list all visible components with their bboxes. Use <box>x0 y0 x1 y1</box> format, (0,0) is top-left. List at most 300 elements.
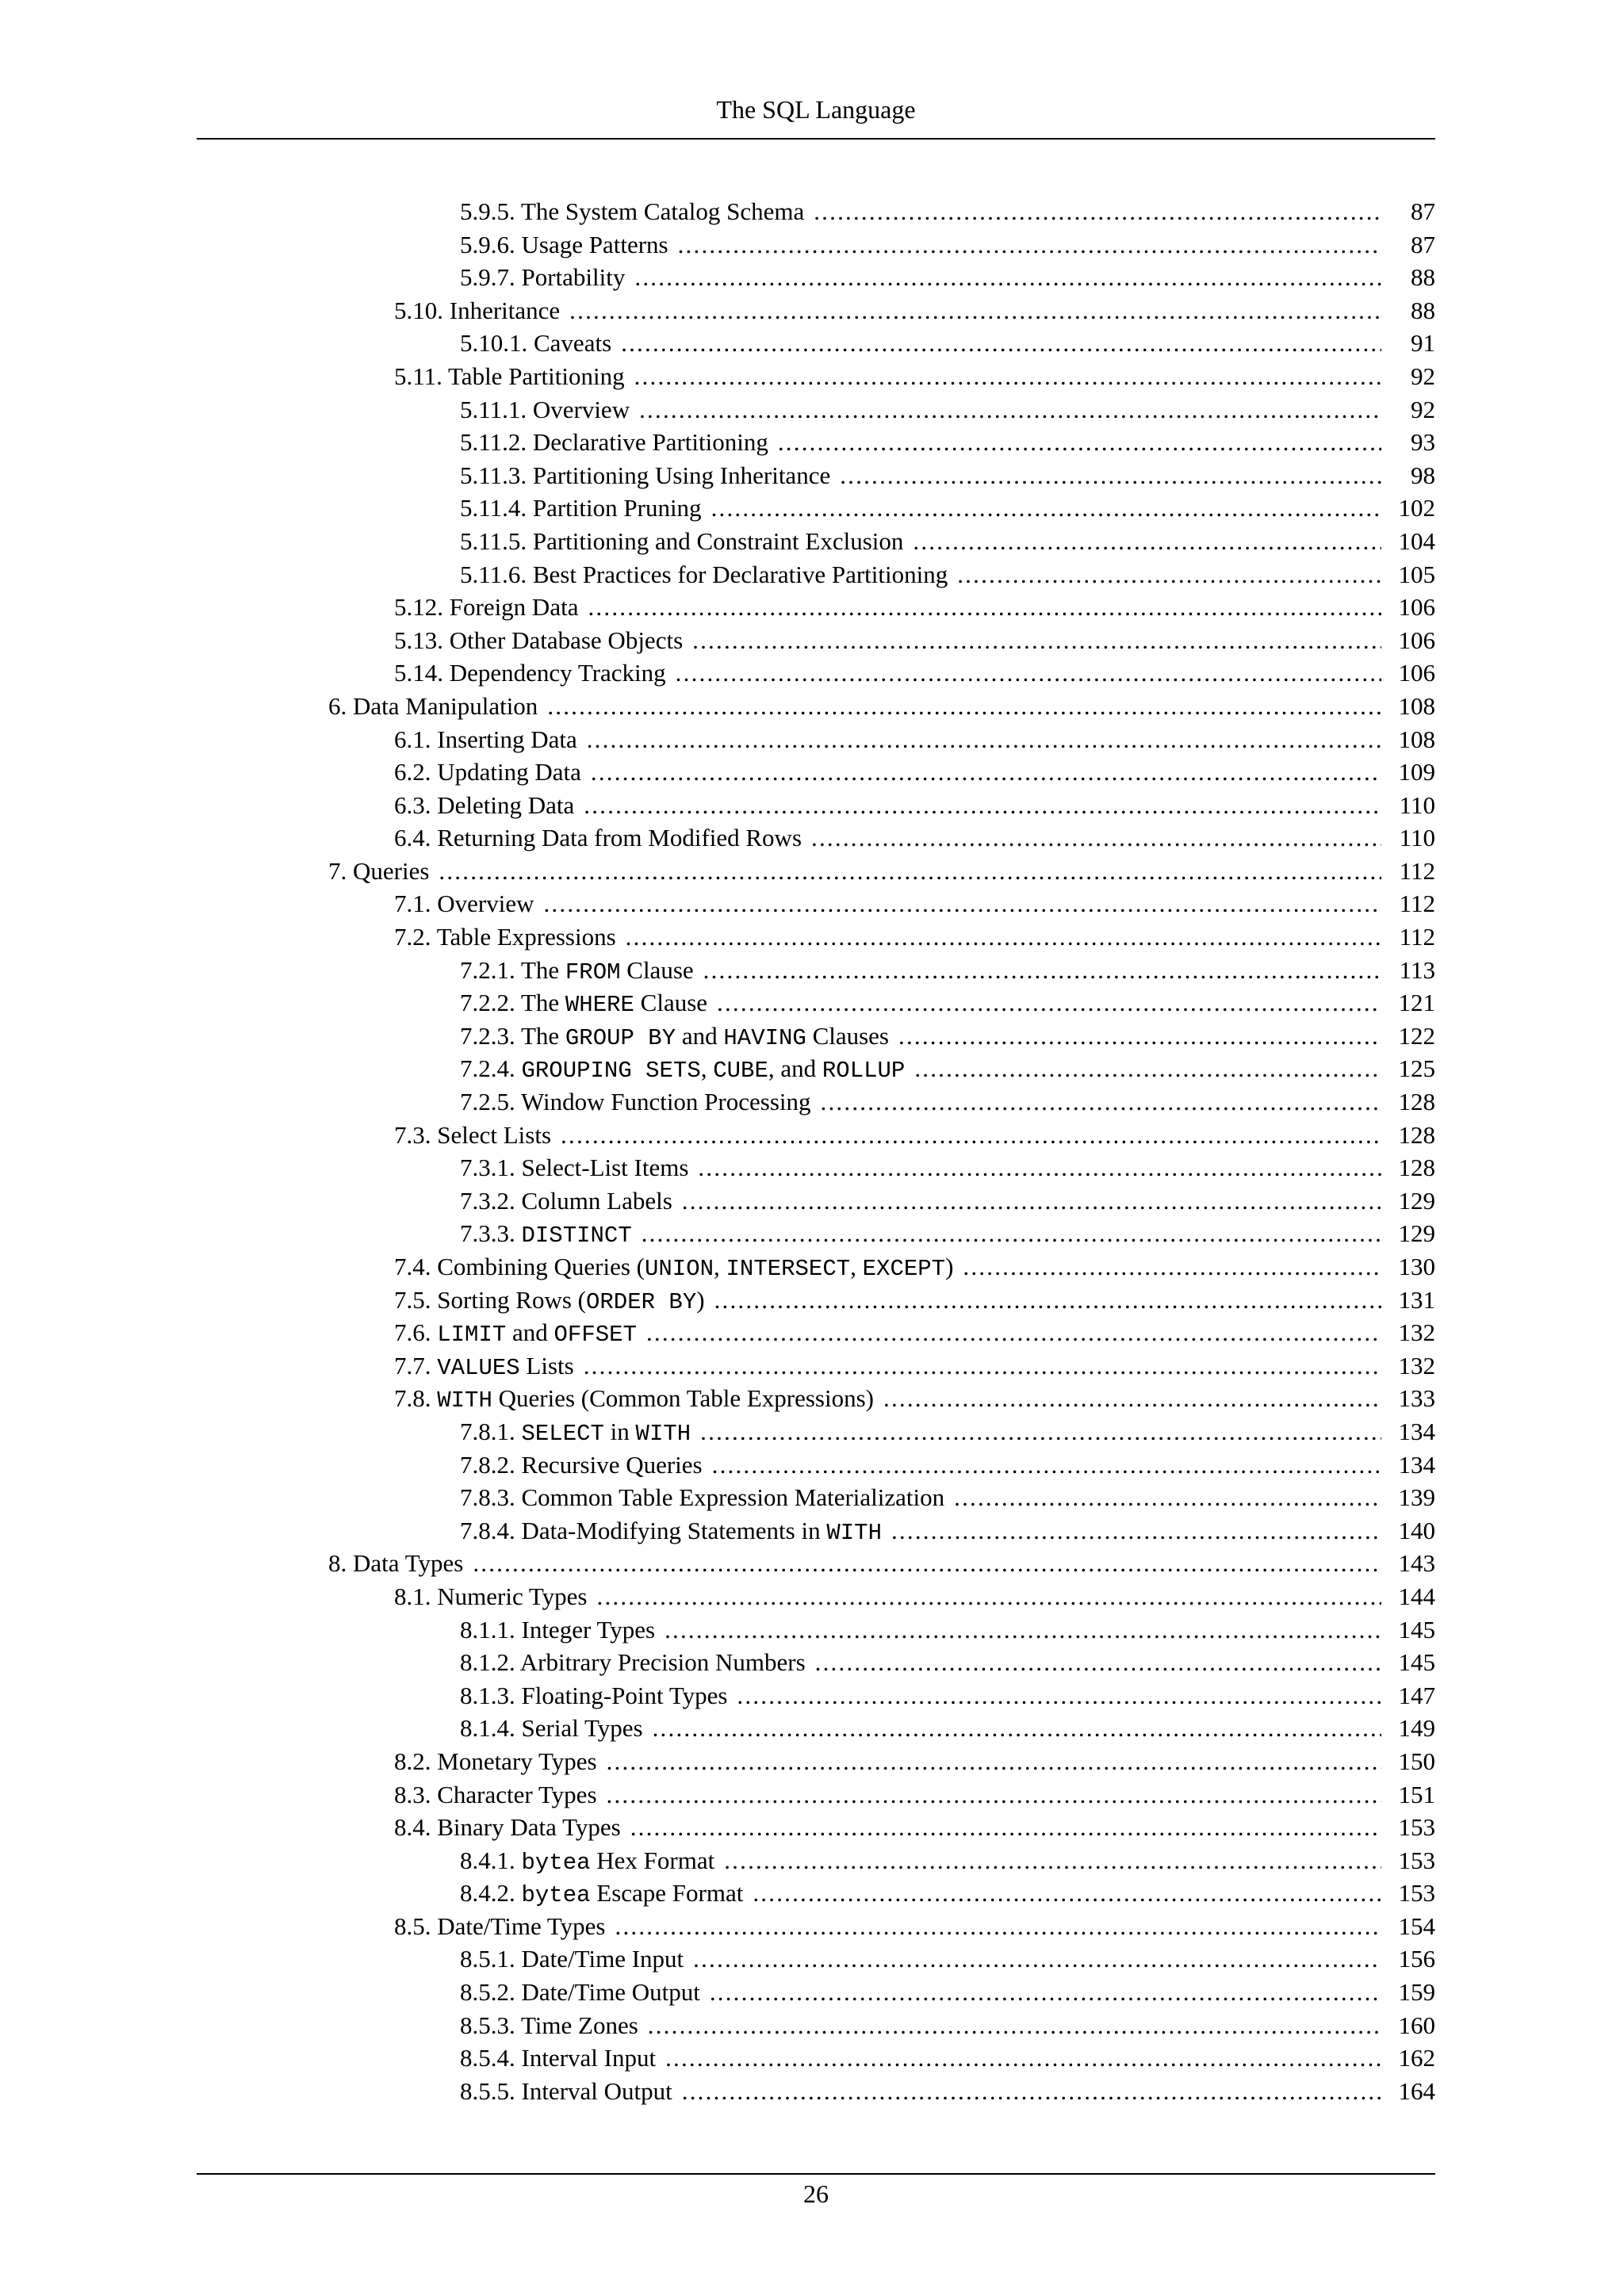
toc-entry[interactable] <box>197 1052 1435 1085</box>
toc-entry-page: 153 <box>1398 1846 1435 1874</box>
toc-entry-title <box>394 887 534 920</box>
toc-entry-code-text: UNION <box>645 1256 714 1282</box>
toc-entry-text: 7.8.2. Recursive Queries <box>460 1450 703 1479</box>
toc-entry[interactable] <box>197 920 1435 954</box>
dot-leader <box>700 1415 1381 1448</box>
toc-entry[interactable] <box>197 591 1435 624</box>
toc-entry-title <box>460 1514 882 1550</box>
toc-entry[interactable] <box>197 656 1435 690</box>
toc-entry-page: 129 <box>1398 1219 1435 1248</box>
toc-entry[interactable] <box>197 1020 1435 1053</box>
dot-leader <box>891 1514 1381 1548</box>
dot-leader <box>547 690 1381 723</box>
toc-entry[interactable] <box>197 1514 1435 1548</box>
toc-entry-page: 144 <box>1398 1582 1435 1610</box>
dot-leader <box>692 624 1381 657</box>
toc-entry-code-text: ORDER BY <box>586 1288 697 1315</box>
dot-leader <box>883 1382 1381 1415</box>
toc-entry[interactable] <box>197 1613 1435 1647</box>
dot-leader <box>913 525 1381 558</box>
toc-entry-text: 5.11.6. Best Practices for Declarative Partitioning <box>460 560 948 588</box>
toc-entry-page: 87 <box>1411 230 1435 258</box>
dot-leader <box>473 1547 1381 1580</box>
dot-leader <box>821 1085 1381 1119</box>
toc-entry[interactable] <box>197 1712 1435 1745</box>
toc-entry[interactable] <box>197 1976 1435 2009</box>
toc-entry-code-text: EXCEPT <box>862 1256 946 1282</box>
toc-entry[interactable] <box>197 789 1435 822</box>
toc-entry-title <box>460 954 694 989</box>
dot-leader <box>898 1020 1381 1053</box>
toc-entry[interactable] <box>197 1184 1435 1218</box>
toc-entry-text: 7.3.1. Select-List Items <box>460 1154 689 1182</box>
toc-entry-page: 93 <box>1411 428 1435 457</box>
toc-entry-text: 8.4.2. <box>460 1879 522 1908</box>
toc-entry[interactable] <box>197 1415 1435 1448</box>
dot-leader <box>584 789 1381 822</box>
dot-leader <box>693 1942 1381 1976</box>
dot-leader <box>814 195 1381 228</box>
dot-leader <box>753 1877 1381 1910</box>
toc-entry-text: 8.5. Date/Time Types <box>394 1911 606 1940</box>
toc-entry-title <box>394 1910 606 1943</box>
dot-leader <box>724 1844 1381 1877</box>
toc-entry-text: 8.4. Binary Data Types <box>394 1813 621 1842</box>
footer-rule <box>197 2173 1435 2175</box>
dot-leader <box>630 1811 1381 1844</box>
toc-entry-page: 125 <box>1398 1054 1435 1083</box>
toc-entry-text: 5.10. Inheritance <box>394 296 561 324</box>
toc-entry-text: , <box>714 1253 726 1280</box>
toc-entry[interactable] <box>197 1778 1435 1812</box>
toc-entry-title <box>394 1316 637 1352</box>
toc-entry[interactable] <box>197 2042 1435 2075</box>
toc-entry[interactable] <box>197 1580 1435 1613</box>
toc-entry-text: 5.11.4. Partition Pruning <box>460 494 702 522</box>
toc-entry-text: 7.8.3. Common Table Expression Materialization <box>460 1483 945 1512</box>
toc-entry-page: 153 <box>1398 1813 1435 1842</box>
toc-entry-page: 164 <box>1398 2076 1435 2105</box>
toc-entry-text: 7.7. <box>394 1351 438 1380</box>
toc-entry-text: 5.11.3. Partitioning Using Inheritance <box>460 461 831 489</box>
toc-entry-text: , <box>850 1253 863 1280</box>
toc-entry-text: 5.10.1. Caveats <box>460 329 612 358</box>
toc-entry[interactable] <box>197 1942 1435 1976</box>
toc-entry-text: 6.4. Returning Data from Modified Rows <box>394 824 802 852</box>
toc-entry-code-text: GROUPING SETS <box>521 1058 701 1085</box>
dot-leader <box>714 1284 1381 1317</box>
toc-entry-title <box>460 459 830 492</box>
toc-entry[interactable] <box>197 1646 1435 1679</box>
toc-entry-text: 7.3.3. <box>460 1219 522 1248</box>
toc-entry-page: 134 <box>1398 1450 1435 1479</box>
toc-entry-title <box>460 492 702 525</box>
toc-entry[interactable] <box>197 327 1435 360</box>
toc-entry-title <box>460 261 625 294</box>
toc-entry[interactable] <box>197 426 1435 459</box>
toc-entry[interactable] <box>197 2009 1435 2042</box>
toc-entry[interactable] <box>197 954 1435 987</box>
dot-leader <box>569 294 1381 327</box>
toc-entry-page: 128 <box>1398 1154 1435 1182</box>
toc-entry-title <box>460 1151 688 1184</box>
toc-entry-title <box>460 1679 727 1712</box>
toc-entry[interactable] <box>197 1910 1435 1943</box>
toc-entry-text: 8.1.1. Integer Types <box>460 1615 656 1644</box>
toc-entry-text: 7.3.2. Column Labels <box>460 1186 672 1215</box>
dot-leader <box>717 986 1381 1020</box>
toc-entry-text: 7.8.1. <box>460 1417 522 1445</box>
toc-entry-title <box>394 591 578 624</box>
dot-leader <box>737 1679 1381 1712</box>
toc-entry-page: 112 <box>1399 923 1435 951</box>
toc-entry[interactable] <box>197 1448 1435 1482</box>
toc-entry-code-text: LIMIT <box>437 1322 507 1349</box>
dot-leader <box>561 1119 1381 1152</box>
toc-entry-code-text: bytea <box>521 1849 591 1876</box>
toc-entry-text: 7.5. Sorting Rows ( <box>394 1285 586 1314</box>
toc-entry-page: 129 <box>1398 1186 1435 1215</box>
toc-entry-text: 7.4. Combining Queries ( <box>394 1253 645 1280</box>
dot-leader <box>626 920 1381 954</box>
dot-leader <box>648 2009 1381 2042</box>
dot-leader <box>840 459 1381 492</box>
toc-entry-title <box>394 1250 953 1286</box>
toc-entry[interactable] <box>197 1811 1435 1844</box>
toc-entry[interactable] <box>197 1151 1435 1184</box>
toc-entry-title <box>460 1085 811 1119</box>
toc-entry[interactable] <box>197 459 1435 492</box>
toc-entry-page: 113 <box>1399 955 1435 984</box>
toc-entry-page: 140 <box>1398 1516 1435 1544</box>
toc-entry[interactable] <box>197 1250 1435 1284</box>
toc-entry-text: 7.2.5. Window Function Processing <box>460 1088 811 1116</box>
toc-entry-text: 6. Data Manipulation <box>328 691 538 720</box>
header-rule <box>197 138 1435 140</box>
toc-entry-text: in <box>603 1417 636 1445</box>
table-of-contents <box>197 195 1435 2107</box>
toc-entry[interactable] <box>197 1877 1435 1910</box>
toc-entry-page: 92 <box>1411 362 1435 390</box>
toc-entry-code-text: bytea <box>521 1882 591 1909</box>
toc-entry-code-text: INTERSECT <box>726 1256 851 1282</box>
dot-leader <box>676 656 1381 690</box>
dot-leader <box>811 821 1381 855</box>
toc-entry[interactable] <box>197 195 1435 228</box>
toc-entry-page: 150 <box>1398 1747 1435 1775</box>
toc-entry-text: , and <box>768 1054 822 1083</box>
toc-entry-title <box>460 525 903 558</box>
toc-entry-text: 8.1.3. Floating-Point Types <box>460 1681 728 1709</box>
toc-entry[interactable] <box>197 294 1435 327</box>
toc-entry-title <box>394 756 581 789</box>
toc-entry-text: 5.9.7. Portability <box>460 263 626 292</box>
toc-entry-page: 132 <box>1398 1318 1435 1347</box>
toc-entry-title <box>328 855 429 888</box>
toc-entry-title <box>460 1877 743 1912</box>
dot-leader <box>615 1910 1382 1943</box>
dot-leader <box>963 1250 1381 1284</box>
toc-entry-text: Clause <box>620 955 694 984</box>
toc-entry-text: 6.3. Deleting Data <box>394 790 575 819</box>
toc-entry-text: 5.13. Other Database Objects <box>394 626 684 654</box>
toc-entry-text: 7.2.2. The <box>460 989 565 1017</box>
toc-entry[interactable] <box>197 1349 1435 1383</box>
dot-leader <box>698 1151 1381 1184</box>
dot-leader <box>587 723 1381 756</box>
toc-entry-text: ) <box>945 1253 954 1280</box>
toc-entry-page: 105 <box>1398 560 1435 588</box>
toc-entry-page: 160 <box>1398 2011 1435 2039</box>
toc-entry-page: 153 <box>1398 1879 1435 1908</box>
dot-leader <box>634 261 1381 294</box>
toc-entry-text: 8.1.4. Serial Types <box>460 1714 643 1743</box>
toc-entry[interactable] <box>197 821 1435 855</box>
toc-entry-text: Lists <box>519 1351 574 1380</box>
toc-entry-text: 5.11. Table Partitioning <box>394 362 625 390</box>
toc-entry-page: 106 <box>1398 593 1435 622</box>
toc-entry-page: 104 <box>1398 526 1435 555</box>
toc-entry-title <box>394 1284 705 1319</box>
dot-leader <box>634 360 1381 393</box>
toc-entry-code-text: GROUP BY <box>565 1024 676 1051</box>
dot-leader <box>665 2042 1381 2075</box>
toc-entry-text: 5.11.2. Declarative Partitioning <box>460 428 768 457</box>
toc-entry-text: 7.2.3. The <box>460 1021 565 1050</box>
toc-entry[interactable] <box>197 2075 1435 2108</box>
toc-entry-title <box>394 920 616 954</box>
toc-entry-text: Escape Format <box>590 1879 744 1908</box>
toc-entry-title <box>394 1745 597 1778</box>
toc-entry-title <box>460 1217 632 1253</box>
toc-entry-text: Queries (Common Table Expressions) <box>492 1384 874 1413</box>
toc-entry-title <box>460 1415 691 1451</box>
toc-entry-page: 106 <box>1398 626 1435 654</box>
dot-leader <box>646 1316 1381 1349</box>
dot-leader <box>778 426 1381 459</box>
toc-entry[interactable] <box>197 887 1435 920</box>
toc-entry-text: 5.11.5. Partitioning and Constraint Exclusion <box>460 526 904 555</box>
toc-entry-title <box>460 228 668 262</box>
dot-leader <box>591 756 1381 789</box>
toc-entry[interactable] <box>197 1844 1435 1877</box>
toc-entry-page: 110 <box>1399 790 1435 819</box>
toc-entry-title <box>460 1481 944 1514</box>
toc-entry-page: 106 <box>1398 659 1435 687</box>
dot-leader <box>642 1217 1381 1250</box>
toc-entry[interactable] <box>197 986 1435 1020</box>
toc-entry-title <box>460 1646 806 1679</box>
toc-entry-text: 7.2.4. <box>460 1054 522 1083</box>
toc-entry-text: Clauses <box>806 1021 889 1050</box>
toc-entry-page: 102 <box>1398 494 1435 522</box>
toc-entry-page: 122 <box>1398 1021 1435 1050</box>
toc-entry-page: 159 <box>1398 1978 1435 2007</box>
toc-entry-title <box>460 426 768 459</box>
dot-leader <box>957 558 1381 591</box>
toc-entry[interactable] <box>197 1679 1435 1712</box>
dot-leader <box>711 492 1381 525</box>
dot-leader <box>678 228 1381 262</box>
toc-entry[interactable] <box>197 1481 1435 1514</box>
dot-leader <box>597 1580 1382 1613</box>
toc-entry-page: 109 <box>1398 758 1435 786</box>
toc-entry-title <box>394 1119 551 1152</box>
dot-leader <box>621 327 1381 360</box>
toc-entry-title <box>328 1547 463 1580</box>
toc-entry-page: 88 <box>1411 296 1435 324</box>
toc-entry[interactable] <box>197 360 1435 393</box>
toc-entry-title <box>394 624 683 657</box>
toc-entry-code-text: CUBE <box>713 1058 768 1085</box>
toc-entry-text: and <box>506 1318 554 1347</box>
toc-entry[interactable] <box>197 261 1435 294</box>
toc-entry-text: ) <box>696 1285 705 1314</box>
toc-entry-title <box>460 1020 889 1055</box>
toc-entry-page: 154 <box>1398 1911 1435 1940</box>
toc-entry-page: 145 <box>1398 1648 1435 1677</box>
toc-entry-title <box>460 2042 656 2075</box>
toc-entry[interactable] <box>197 723 1435 756</box>
toc-entry-text: 7.2. Table Expressions <box>394 923 616 951</box>
dot-leader <box>588 591 1381 624</box>
toc-entry-text: Hex Format <box>590 1846 715 1874</box>
toc-entry-title <box>394 1811 621 1844</box>
toc-entry-page: 108 <box>1398 725 1435 753</box>
toc-entry-text: 5.12. Foreign Data <box>394 593 579 622</box>
toc-entry-title <box>394 360 625 393</box>
dot-leader <box>607 1778 1381 1812</box>
toc-entry-page: 139 <box>1398 1483 1435 1512</box>
toc-entry-title <box>394 294 560 327</box>
toc-entry-title <box>394 821 802 855</box>
toc-entry-title <box>394 1349 574 1385</box>
toc-entry-text: 8.1. Numeric Types <box>394 1582 588 1610</box>
toc-entry[interactable] <box>197 855 1435 888</box>
dot-leader <box>584 1349 1381 1383</box>
dot-leader <box>439 855 1381 888</box>
toc-entry-page: 112 <box>1399 890 1435 918</box>
toc-entry-page: 134 <box>1398 1417 1435 1445</box>
toc-entry[interactable] <box>197 1316 1435 1349</box>
toc-entry-title <box>394 1778 597 1812</box>
toc-entry-title <box>394 789 574 822</box>
toc-entry-text: 8.5.5. Interval Output <box>460 2076 672 2105</box>
toc-entry-text: 5.11.1. Overview <box>460 395 630 423</box>
toc-entry-page: 108 <box>1398 691 1435 720</box>
toc-entry-page: 149 <box>1398 1714 1435 1743</box>
toc-entry-page: 145 <box>1398 1615 1435 1644</box>
toc-entry-text: , <box>700 1054 714 1083</box>
toc-entry-title <box>460 393 630 427</box>
toc-entry-title <box>460 1712 643 1745</box>
toc-entry-code-text: OFFSET <box>553 1322 637 1349</box>
toc-entry-text: Clause <box>634 989 708 1017</box>
toc-entry[interactable] <box>197 1382 1435 1415</box>
dot-leader <box>954 1481 1381 1514</box>
toc-entry-code-text: WITH <box>826 1519 882 1546</box>
toc-entry-title <box>394 1580 588 1613</box>
toc-entry-title <box>394 723 577 756</box>
toc-entry[interactable] <box>197 1284 1435 1317</box>
toc-entry-text: 8.5.3. Time Zones <box>460 2011 638 2039</box>
toc-entry[interactable] <box>197 1547 1435 1580</box>
toc-entry-page: 91 <box>1411 329 1435 358</box>
toc-entry-text: 8.2. Monetary Types <box>394 1747 597 1775</box>
toc-entry-page: 98 <box>1411 461 1435 489</box>
toc-entry-code-text: SELECT <box>521 1420 604 1447</box>
toc-entry-code-text: WHERE <box>565 992 634 1019</box>
toc-entry-page: 88 <box>1411 263 1435 292</box>
toc-entry-page: 151 <box>1398 1780 1435 1808</box>
toc-entry-title <box>460 1184 672 1218</box>
toc-entry[interactable] <box>197 1119 1435 1152</box>
toc-entry-title <box>460 986 707 1022</box>
toc-entry-page: 133 <box>1398 1384 1435 1413</box>
toc-entry-text: 8. Data Types <box>328 1549 464 1578</box>
toc-entry[interactable] <box>197 1745 1435 1778</box>
toc-entry-title <box>460 327 611 360</box>
toc-entry-title <box>460 2075 672 2108</box>
dot-leader <box>815 1646 1381 1679</box>
toc-entry-code-text: ROLLUP <box>822 1058 906 1085</box>
toc-entry-title <box>460 558 948 591</box>
toc-entry[interactable] <box>197 690 1435 723</box>
dot-leader <box>712 1448 1381 1482</box>
toc-entry-text: 7.1. Overview <box>394 890 534 918</box>
page-number: 26 <box>803 2179 829 2208</box>
toc-entry-page: 162 <box>1398 2044 1435 2072</box>
toc-entry[interactable] <box>197 393 1435 427</box>
toc-entry[interactable] <box>197 525 1435 558</box>
toc-entry[interactable] <box>197 558 1435 591</box>
toc-entry[interactable] <box>197 492 1435 525</box>
toc-entry-code-text: WITH <box>635 1420 691 1447</box>
toc-entry-code-text: DISTINCT <box>521 1223 632 1249</box>
toc-entry-text: 6.1. Inserting Data <box>394 725 577 753</box>
toc-entry-text: 5.9.6. Usage Patterns <box>460 230 668 258</box>
toc-entry-page: 130 <box>1398 1253 1435 1280</box>
toc-entry-page: 110 <box>1399 824 1435 852</box>
toc-entry[interactable] <box>197 228 1435 262</box>
toc-entry-page: 112 <box>1399 856 1435 885</box>
toc-entry-code-text: WITH <box>437 1387 492 1414</box>
toc-entry-text: 7.8.4. Data-Modifying Statements in <box>460 1516 827 1544</box>
toc-entry-title <box>460 195 804 228</box>
toc-entry-code-text: FROM <box>565 959 621 985</box>
toc-entry-text: 8.5.1. Date/Time Input <box>460 1945 684 1973</box>
toc-entry-text: 8.3. Character Types <box>394 1780 597 1808</box>
toc-entry-text: 7.6. <box>394 1318 438 1347</box>
toc-entry[interactable] <box>197 624 1435 657</box>
toc-entry-text: 5.9.5. The System Catalog Schema <box>460 197 805 225</box>
toc-entry-text: 8.1.2. Arbitrary Precision Numbers <box>460 1648 806 1677</box>
toc-entry-text: 6.2. Updating Data <box>394 758 581 786</box>
toc-entry[interactable] <box>197 756 1435 789</box>
toc-entry-page: 128 <box>1398 1120 1435 1149</box>
dot-leader <box>543 887 1381 920</box>
toc-entry-title <box>460 2009 638 2042</box>
toc-entry-code-text: VALUES <box>437 1354 520 1381</box>
dot-leader <box>914 1052 1381 1085</box>
toc-entry-page: 132 <box>1398 1351 1435 1380</box>
dot-leader <box>607 1745 1381 1778</box>
toc-entry[interactable] <box>197 1085 1435 1119</box>
dot-leader <box>682 2075 1381 2108</box>
toc-entry-title <box>328 690 538 723</box>
toc-entry[interactable] <box>197 1217 1435 1250</box>
toc-entry-text: 5.14. Dependency Tracking <box>394 659 666 687</box>
